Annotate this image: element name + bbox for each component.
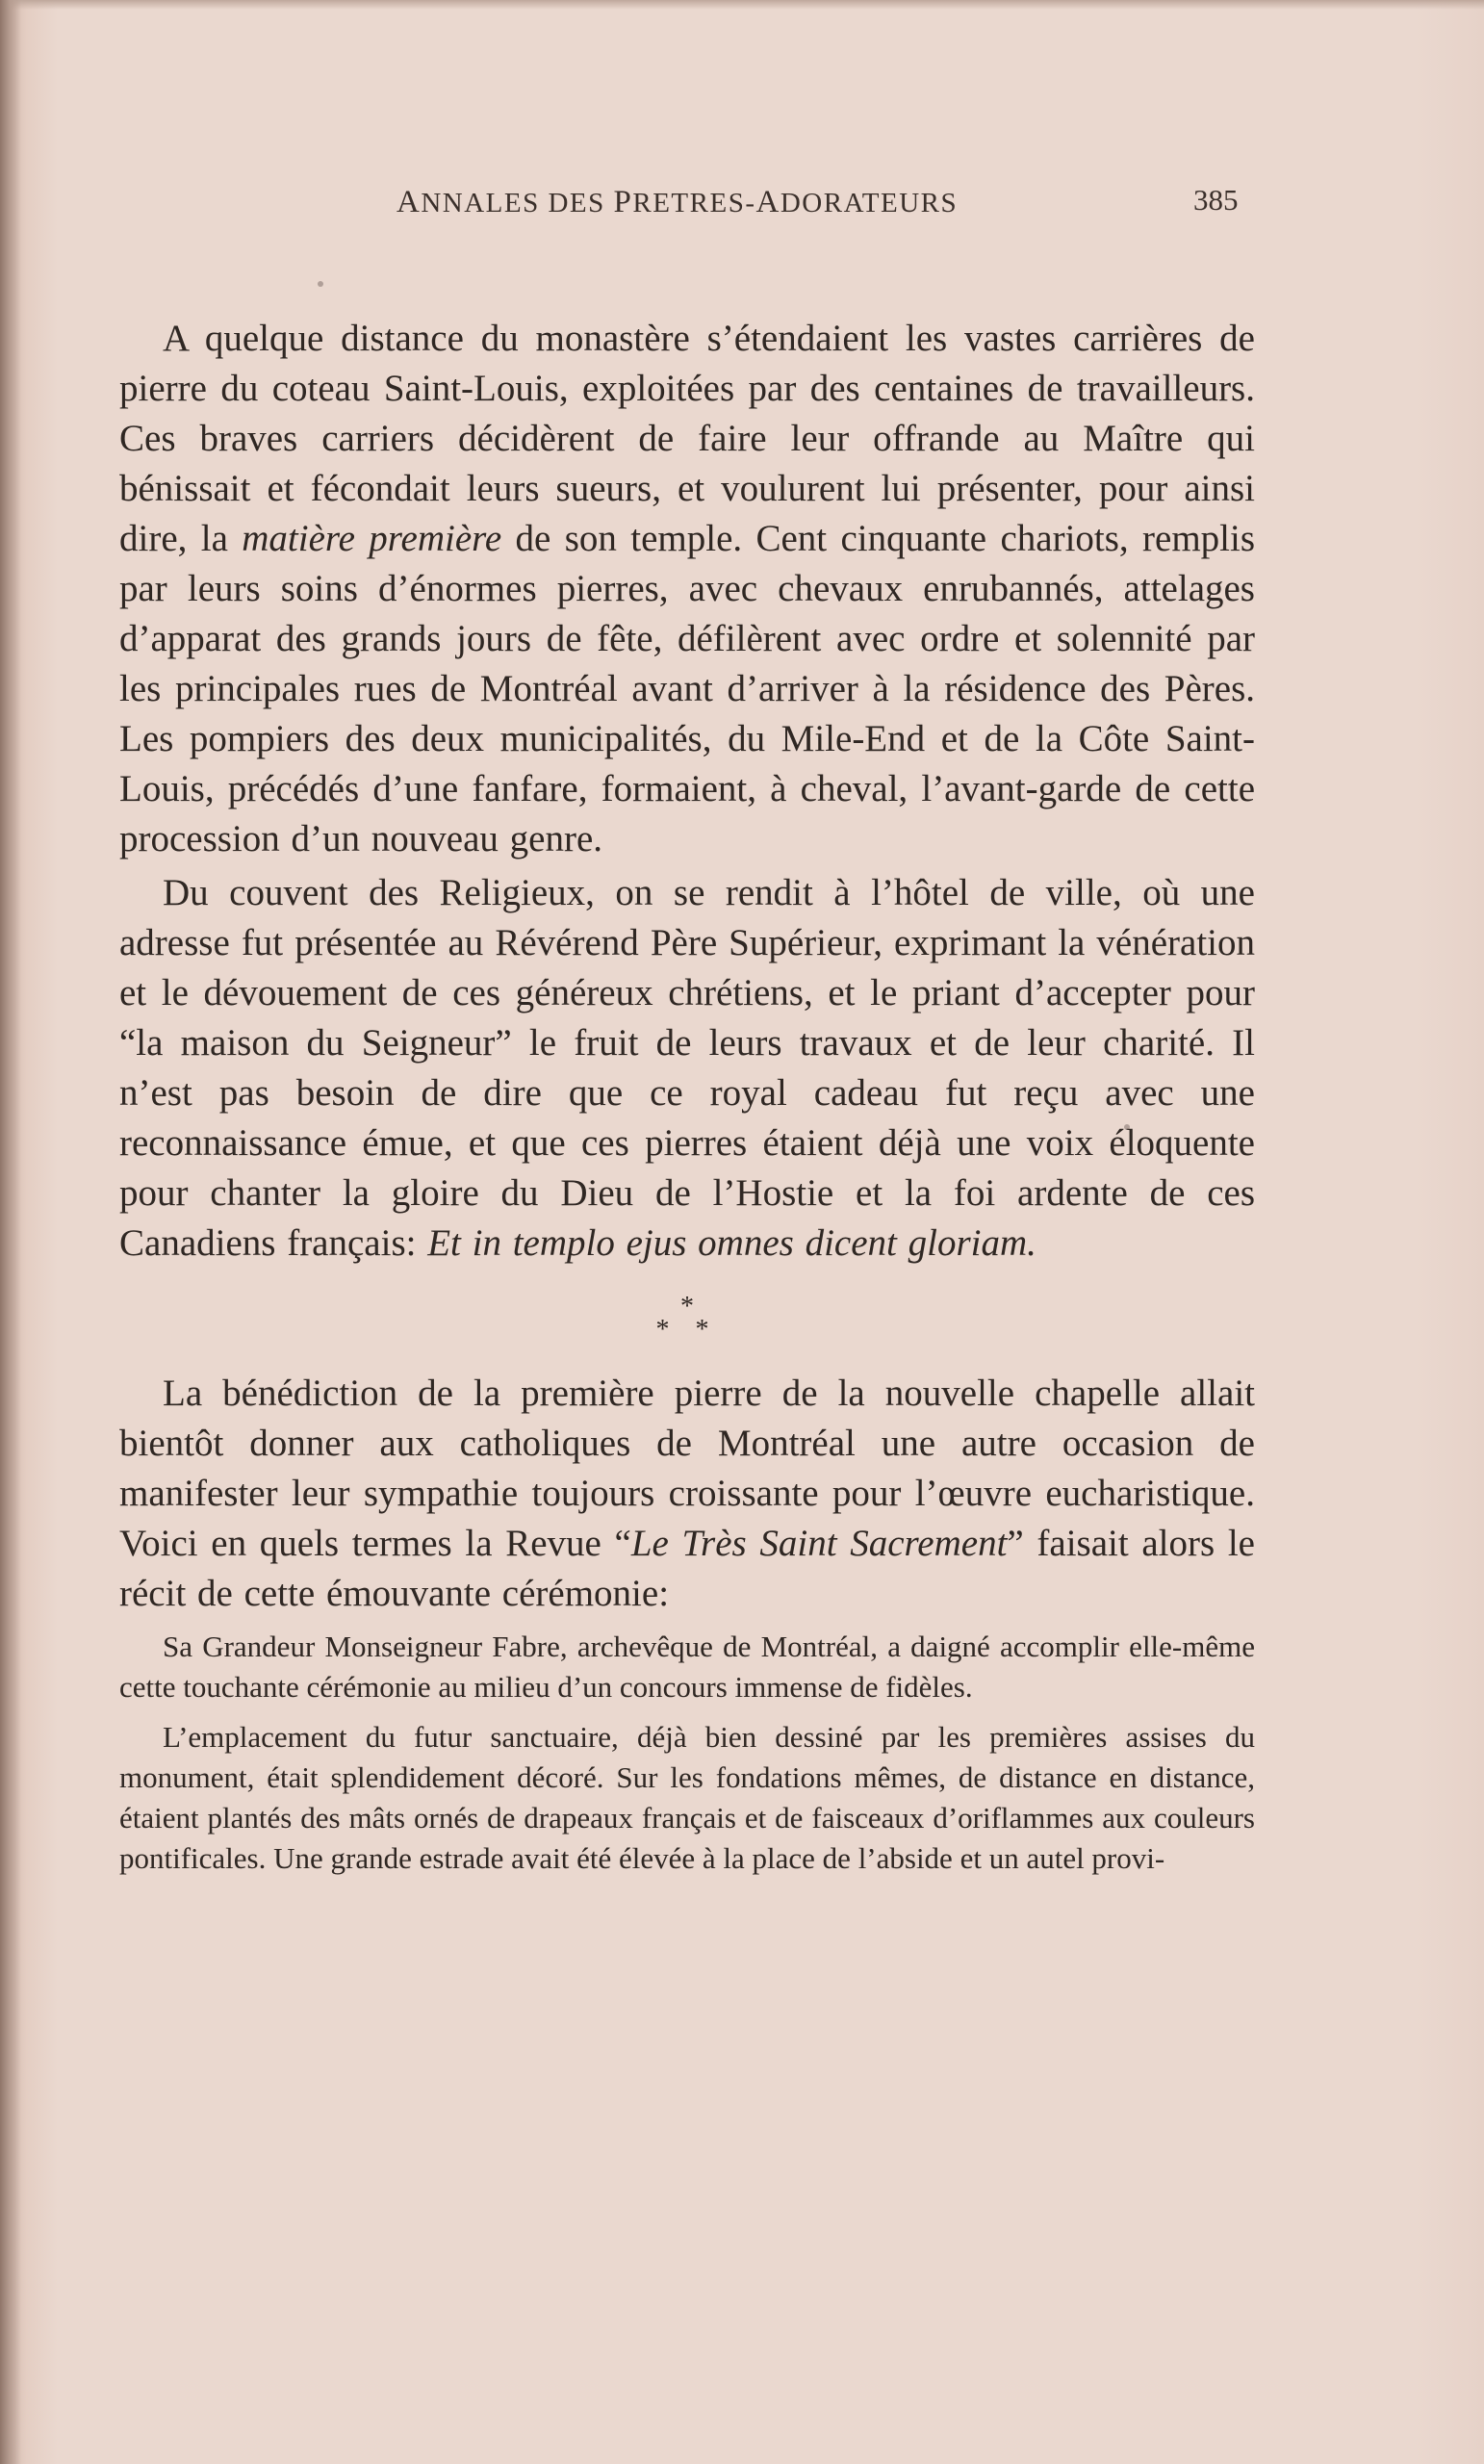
paragraph-2 <box>119 868 1255 1269</box>
paragraph-1 <box>119 314 1255 864</box>
paragraph-3-part-1: La bénédiction de la première pierre de la nouvelle chapelle allait bientôt donner aux catholiques de Montréal une autre occasion de manifester leur sympathie toujours croissante pour l’œuvre eucharistique. Voici en quels termes la Revue “ <box>119 1373 1255 1564</box>
running-head-first-letter-adorateurs: A <box>755 185 780 219</box>
quotation-paragraph-2: L’emplacement du futur sanctuaire, déjà bien dessiné par les premières assises du monument, était splendidement décoré. Sur les fondations mêmes, de distance en distance, étaient plantés des mâts ornés de drapeaux français et de faisceaux d’oriflammes aux couleurs pontificales. Une grande estrade avait été élevée à la place de l’abside et un autel provi- <box>119 1720 1255 1875</box>
paragraph-1-italic: matière première <box>242 518 502 559</box>
running-head-first-letter-p: P <box>613 185 633 219</box>
asterism-top-star: * <box>680 1292 694 1322</box>
paragraph-2-italic: Et in templo ejus omnes dicent gloriam. <box>427 1222 1036 1264</box>
running-head-first-letter-a: A <box>397 185 422 219</box>
main-text <box>119 314 1255 1879</box>
page-top-edge <box>0 0 1484 10</box>
running-head-small-caps-a: NNALES DES <box>421 188 614 218</box>
paragraph-2-part-1: Du couvent des Religieux, on se rendit à l’hôtel de ville, où une adresse fut présentée au Révérend Père Supérieur, exprimant la vénération et le dévouement de ces généreux chrétiens, et le priant d’accepter pour “la maison du Seigneur” le fruit de leurs travaux et de leur charité. Il n’est pas besoin de dire que ce royal cadeau fut reçu avec une reconnaissance émue, et que ces pierres étaient déjà une voix éloquente pour chanter la gloire du Dieu de l’Hostie et la foi ardente de ces Canadiens français: <box>119 872 1255 1264</box>
paragraph-3-part-2: ” faisait alors le récit de cette émouvante cérémonie: <box>119 1523 1255 1614</box>
running-head-small-caps-adorateurs: DORATEURS <box>780 188 959 218</box>
running-head <box>397 185 958 220</box>
paragraph-3-italic: Le Très Saint Sacrement <box>630 1523 1008 1564</box>
paragraph-3 <box>119 1369 1255 1619</box>
asterism-bottom-stars: * * <box>655 1315 719 1345</box>
section-asterism <box>119 1276 1255 1369</box>
paragraph-1-part-2: de son temple. Cent cinquante chariots, remplis par leurs soins d’énormes pierres, avec chevaux enrubannés, attelages d’apparat des grands jours de fête, défilèrent avec ordre et solennité par les principales rues de Montréal avant d’arriver à la résidence des Pères. Les pompiers des deux municipalités, du Mile-End et de la Côte Saint-Louis, précédés d’une fanfare, formaient, à cheval, l’avant-garde de cette procession d’un nouveau genre. <box>119 518 1256 860</box>
print-speck <box>318 281 323 287</box>
binding-gutter <box>0 0 21 2464</box>
running-head-small-caps-p: RETRES- <box>632 188 756 218</box>
print-speck <box>1124 1124 1130 1130</box>
page-number: 385 <box>1193 183 1239 217</box>
paragraph-1-part-1: A quelque distance du monastère s’étendaient les vastes carrières de pierre du coteau Saint-Louis, exploitées par des centaines de travailleurs. Ces braves carriers décidèrent de faire leur offrande au Maître qui bénissait et fécondait leurs sueurs, et voulurent lui présenter, pour ainsi dire, la <box>119 318 1255 559</box>
quotation-paragraph-1: Sa Grandeur Monseigneur Fabre, archevêque de Montréal, a daigné accomplir elle-même cette touchante cérémonie au milieu d’un concours immense de fidèles. <box>119 1630 1255 1704</box>
